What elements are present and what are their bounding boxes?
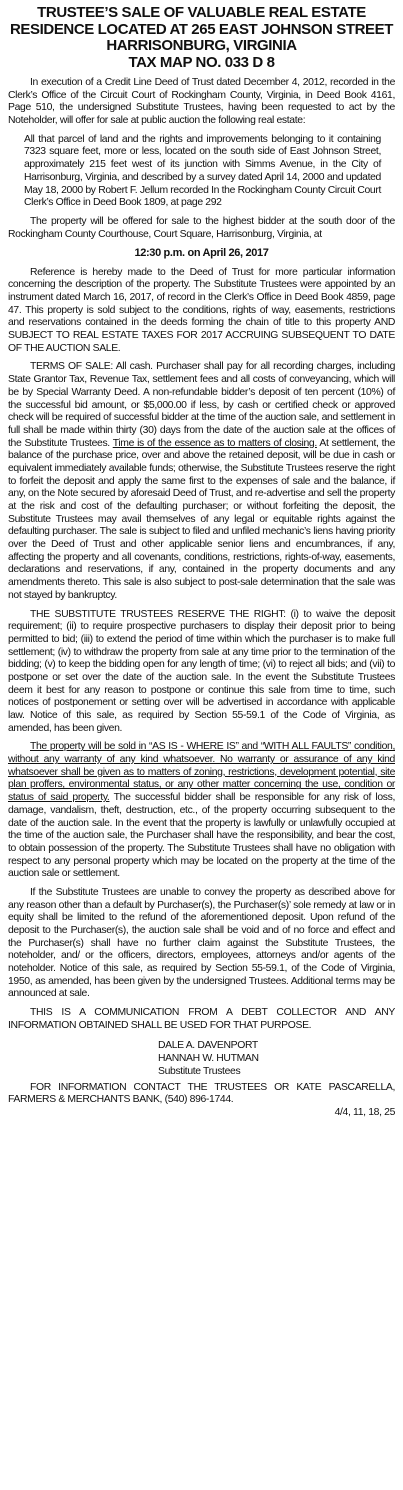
as-is-underlined: The property will be sold in “AS IS - WHERE IS” and “WITH ALL FAULTS” condition, without any warranty of any kind whatsoever. No warranty or assurance of any kind whatsoever shall be given as to matters of zoning, restrictions, development potential, site plan proffers, environmental status, or any other matter concerning the use, condition or status of said property. bbox=[8, 741, 395, 804]
trustee-role: Substitute Trustees bbox=[158, 1065, 241, 1077]
reference-paragraph: Reference is hereby made to the Deed of Trust for more particular information concerning the description of the property. The Substitute Trustees were appointed by an instrument dated March 16, 2017, of record in the Clerk’s Office in Deed Book 4859, page 47. This property is sold subject to the conditions, rights of way, easements, restrictions and reservations contained in the deeds forming the chain of title to this property AND SUBJECT TO REAL ESTATE TAXES FOR 2017 ACCRUING SUBSEQUENT TO DATE OF THE AUCTION SALE. bbox=[8, 266, 395, 354]
sale-time: 12:30 p.m. on April 26, 2017 bbox=[134, 247, 269, 260]
contact-paragraph: FOR INFORMATION CONTACT THE TRUSTEES OR KATE PASCARELLA, FARMERS & MERCHANTS BANK, (540) 896-1744. bbox=[8, 1081, 395, 1106]
offer-paragraph: The property will be offered for sale to the highest bidder at the south door of the Rockingham County Courthouse, Court Square, Harrisonburg, Virginia, at bbox=[8, 215, 395, 240]
title-line-3: HARRISONBURG, VIRGINIA bbox=[106, 37, 297, 54]
terms-underlined: Time is of the essence as to matters of closing. bbox=[112, 437, 317, 449]
as-is-text: The successful bidder shall be responsible for any risk of loss, damage, vandalism, theft, destruction, etc., of the property occurring subsequent to the date of the auction sale. In the event that the property is lawfully or unlawfully occupied at the time of the auction sale, the Purchaser shall have the responsibility, and bear the cost, to obtain possession of the property. The Substitute Trustees shall have no obligation with respect to any personal property which may be located on the property at the time of the auction sale or settlement. bbox=[8, 792, 395, 880]
title-line-2: RESIDENCE LOCATED AT 265 EAST JOHNSON STREET bbox=[9, 20, 393, 38]
as-is-paragraph bbox=[8, 741, 395, 881]
reserve-paragraph: THE SUBSTITUTE TRUSTEES RESERVE THE RIGHT: (i) to waive the deposit requirement; (ii) to require prospective purchasers to display their deposit prior to being permitted to bid; (iii) to extend the period of time within which the purchaser is to make full settlement; (iv) to withdraw the property from sale at any time prior to the termination of the bidding; (v) to keep the bidding open for any length of time; (vi) to reject all bids; and (vii) to postpone or set over the date of the auction sale. In the event the Substitute Trustees deem it best for any reason to postpone or continue this sale from time to time, such notices of postponement or setting over will be advertised in accordance with applicable law. Notice of this sale, as required by Section 55-59.1 of the Code of Virginia, as amended, has been given. bbox=[8, 608, 395, 734]
terms-paragraph bbox=[8, 361, 395, 602]
run-dates: 4/4, 11, 18, 25 bbox=[334, 1106, 395, 1118]
title-line-1: TRUSTEE’S SALE OF VALUABLE REAL ESTATE bbox=[37, 4, 366, 21]
debt-collector-paragraph: THIS IS A COMMUNICATION FROM A DEBT COLLECTOR AND ANY INFORMATION OBTAINED SHALL BE USED FOR THAT PURPOSE. bbox=[8, 1007, 395, 1031]
terms-text-1: TERMS OF SALE: All cash. Purchaser shall pay for all recording charges, including State Grantor Tax, Revenue Tax, settlement fees and all costs of conveyancing, which will be by Special Warranty Deed. A non-refundable bidder’s deposit of ten percent (10%) of the successful bid amount, or $5,000.00 if less, by cash or certified check or approved check will be required of successful bidder at the time of the auction sale, and settlement in full shall be made within thirty (30) days from the date of the auction sale at the offices of the Substitute Trustees. bbox=[8, 361, 395, 449]
intro-paragraph: In execution of a Credit Line Deed of Trust dated December 4, 2012, recorded in the Clerk’s Office of the Circuit Court of Rockingham County, Virginia, in Deed Book 4161, Page 510, the undersigned Substitute Trustees, having been requested to act by the Noteholder, will offer for sale at public auction the following real estate: bbox=[8, 77, 395, 127]
unable-paragraph: If the Substitute Trustees are unable to convey the property as described above for any reason other than a default by Purchaser(s), the Purchaser(s)’ sole remedy at law or in equity shall be limited to the refund of the aforementioned deposit. Upon refund of the deposit to the Purchaser(s), the auction sale shall be void and of no force and effect and the Purchaser(s) shall have no further claim against the Substitute Trustees, the noteholder, and/ or the officers, directors, employees, attorneys and/or agents of the noteholder. Notice of this sale, as required by Section 55-59.1, of the Code of Virginia, 1950, as amended, has been given by the undersigned Trustees. Additional terms may be announced at sale. bbox=[8, 886, 395, 1000]
trustee-name-2: HANNAH W. HUTMAN bbox=[158, 1052, 259, 1064]
notice-title bbox=[8, 5, 395, 71]
trustee-name-1: DALE A. DAVENPORT bbox=[158, 1039, 258, 1051]
property-description: All that parcel of land and the rights and improvements belonging to it containing 7323 square feet, more or less, located on the south side of East Johnson Street, approximately 215 feet west of its junction with Simms Avenue, in the City of Harrisonburg, Virginia, and described by a survey dated April 14, 2000 and updated May 18, 2000 by Robert F. Jellum recorded In the Rockingham County Circuit Court Clerk’s Office in Deed Book 1809, at page 292 bbox=[24, 133, 381, 209]
signature-block bbox=[8, 1039, 395, 1078]
terms-text-2: At settlement, the balance of the purchase price, over and above the retained deposit, will be due in cash or equivalent immediately available funds; otherwise, the Substitute Trustees reserve the right to forfeit the deposit and apply the same first to the expenses of sale and the balance, if any, on the Note secured by aforesaid Deed of Trust, and re-advertise and sell the property at the risk and cost of the defaulting purchaser; or without forfeiting the deposit, the Substitute Trustees may avail themselves of any legal or equitable rights against the defaulting purchaser. The sale is subject to filed and unfiled mechanic’s liens having priority over the Deed of Trust and other applicable senior liens and encumbrances, if any, affecting the property and all covenants, conditions, restrictions, rights-of-way, easements, declarations and reservations, if any, contained in the property documents and any amendments thereto. This sale is also subject to post-sale determination that the sale was not stayed by bankruptcy. bbox=[8, 437, 395, 601]
title-line-4: TAX MAP NO. 033 D 8 bbox=[128, 53, 275, 71]
